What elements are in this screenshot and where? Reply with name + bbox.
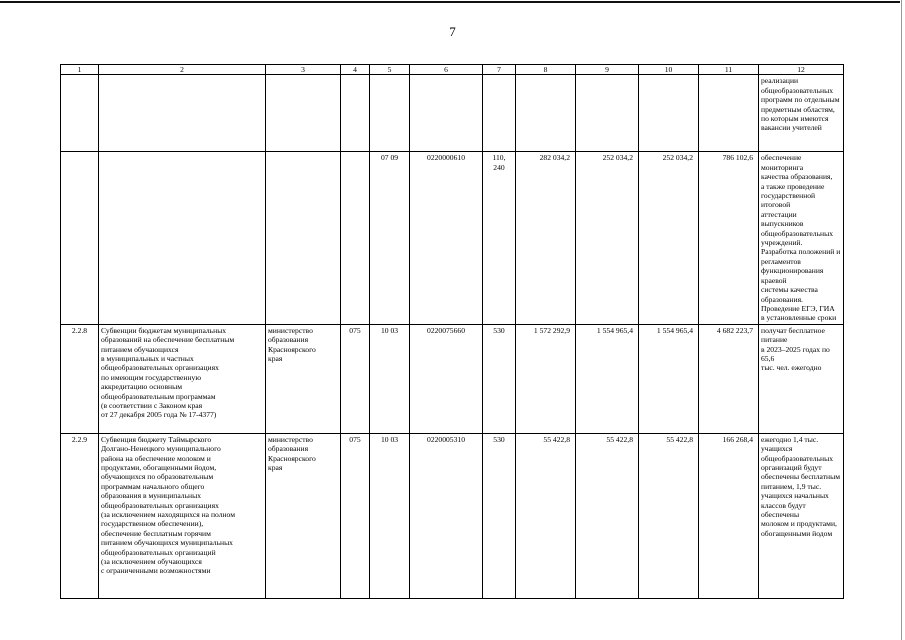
amount-total-cell: 166 268,4 <box>699 433 759 598</box>
result-description-cell: реализации общеобразовательных программ по отдельным предметным областям, по которым имеются вакансии учителей <box>759 75 844 152</box>
amount-2024-cell: 252 034,2 <box>576 152 639 324</box>
column-header: 11 <box>699 65 759 75</box>
right-border-line <box>901 0 902 640</box>
amount-2024-cell: 1 554 965,4 <box>576 324 639 433</box>
table-cell <box>639 75 699 152</box>
amount-2023-cell: 282 034,2 <box>516 152 576 324</box>
amount-total-cell: 4 682 223,7 <box>699 324 759 433</box>
table-row <box>61 324 844 433</box>
expense-type-cell: 110, 240 <box>483 152 516 324</box>
amount-2023-cell: 55 422,8 <box>516 433 576 598</box>
column-header: 10 <box>639 65 699 75</box>
table-cell <box>410 75 483 152</box>
item-description-cell: Субвенция бюджету Таймырского Долгано-Ненецкого муниципального района на обеспечение молоком и продуктами, обогащенными йодом, обучающихся по образовательным программам начального общего образования в муниципальных общеобразовательных организациях (за исключением находящихся на полном государственном обеспечении), обеспечение бесплатным горячим питанием обучающихся муниципальных общеобразовательных организаций (за исключением обучающихся с ограниченными возможностями <box>99 433 266 598</box>
top-border-line <box>0 1 900 3</box>
target-article-cell: 0220000610 <box>410 152 483 324</box>
budget-table <box>60 64 844 599</box>
section-code-cell: 10 03 <box>370 433 410 598</box>
column-header: 8 <box>516 65 576 75</box>
column-header: 1 <box>61 65 99 75</box>
target-article-cell: 0220075660 <box>410 324 483 433</box>
page-number: 7 <box>449 24 456 39</box>
grbs-code-cell: 075 <box>341 433 370 598</box>
table-row <box>61 433 844 598</box>
table-row <box>61 152 844 324</box>
result-description-cell: обеспечение мониторинга качества образования, а также проведение государственной итоговой аттестации выпускников общеобразовательных учреждений. Разработка положений и регламентов функционирования краевой системы качества образования. Проведение ЕГЭ, ГИА в установленные сроки <box>759 152 844 324</box>
table-row <box>61 75 844 152</box>
amount-2025-cell: 252 034,2 <box>639 152 699 324</box>
column-header: 6 <box>410 65 483 75</box>
table-cell <box>576 75 639 152</box>
table-cell <box>99 152 266 324</box>
section-code-cell: 07 09 <box>370 152 410 324</box>
item-number-cell: 2.2.8 <box>61 324 99 433</box>
administrator-cell: министерство образования Красноярского края <box>266 324 341 433</box>
expense-type-cell: 530 <box>483 433 516 598</box>
column-header: 4 <box>341 65 370 75</box>
table-cell <box>341 75 370 152</box>
table-cell <box>370 75 410 152</box>
table-cell <box>341 152 370 324</box>
result-description-cell: ежегодно 1,4 тыс. учащихся общеобразовательных организаций будут обеспечены бесплатным питанием, 1,9 тыс. учащихся начальных классов будут обеспечены молоком и продуктами, обогащенными йодом <box>759 433 844 598</box>
expense-type-cell: 530 <box>483 324 516 433</box>
section-code-cell: 10 03 <box>370 324 410 433</box>
column-header: 7 <box>483 65 516 75</box>
table-cell <box>266 152 341 324</box>
table-cell <box>699 75 759 152</box>
column-header: 5 <box>370 65 410 75</box>
table-cell <box>266 75 341 152</box>
column-header: 12 <box>759 65 844 75</box>
amount-2025-cell: 55 422,8 <box>639 433 699 598</box>
column-header: 9 <box>576 65 639 75</box>
result-description-cell: получат бесплатное питание в 2023–2025 годах по 65,6 тыс. чел. ежегодно <box>759 324 844 433</box>
amount-2023-cell: 1 572 292,9 <box>516 324 576 433</box>
item-number-cell: 2.2.9 <box>61 433 99 598</box>
table-cell <box>61 75 99 152</box>
grbs-code-cell: 075 <box>341 324 370 433</box>
table-cell <box>99 75 266 152</box>
amount-2025-cell: 1 554 965,4 <box>639 324 699 433</box>
table-cell <box>483 75 516 152</box>
column-header: 2 <box>99 65 266 75</box>
amount-total-cell: 786 102,6 <box>699 152 759 324</box>
amount-2024-cell: 55 422,8 <box>576 433 639 598</box>
table-cell <box>61 152 99 324</box>
target-article-cell: 0220005310 <box>410 433 483 598</box>
header-row <box>61 65 844 75</box>
column-header: 3 <box>266 65 341 75</box>
table-cell <box>516 75 576 152</box>
administrator-cell: министерство образования Красноярского края <box>266 433 341 598</box>
item-description-cell: Субвенции бюджетам муниципальных образований на обеспечение бесплатным питанием обучающихся в муниципальных и частных общеобразовательных организациях по имеющим государственную аккредитацию основным общеобразовательным программам (в соответствии с Законом края от 27 декабря 2005 года № 17-4377) <box>99 324 266 433</box>
